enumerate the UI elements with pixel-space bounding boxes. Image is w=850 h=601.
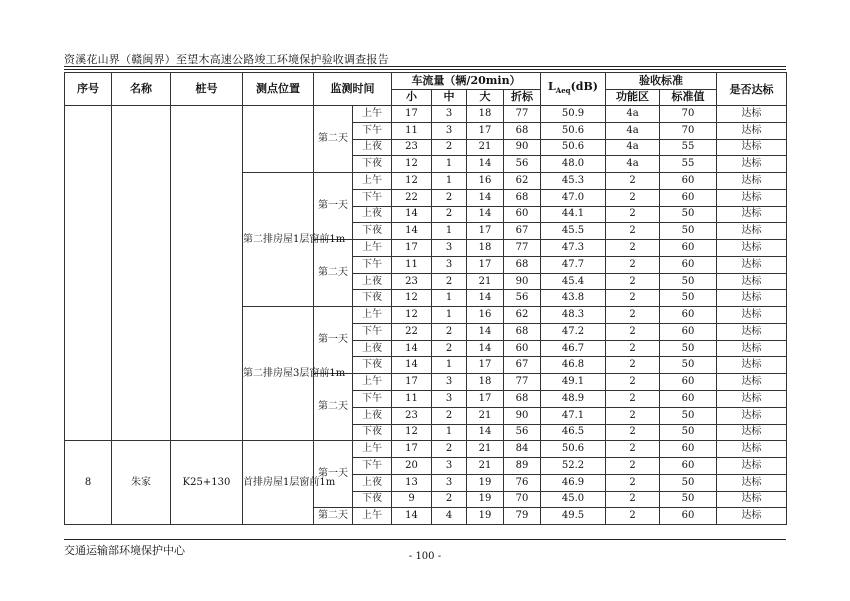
medium-cell: 1 [432,173,467,190]
col-header-stake: 桩号 [171,73,243,106]
col-header-zone: 功能区 [606,89,660,106]
stake-cell [171,106,243,441]
small-cell: 22 [392,323,432,340]
period-cell: 下夜 [353,290,392,307]
laeq-sub: Aeq [555,86,571,96]
converted-cell: 77 [504,374,541,391]
small-cell: 23 [392,273,432,290]
period-cell: 上午 [353,374,392,391]
compliant-cell: 达标 [717,240,787,257]
small-cell: 11 [392,122,432,139]
zone-cell: 2 [606,491,660,508]
compliant-cell: 达标 [717,156,787,173]
period-cell: 上夜 [353,273,392,290]
laeq-cell: 49.1 [541,374,606,391]
laeq-cell: 44.1 [541,206,606,223]
medium-cell: 1 [432,156,467,173]
small-cell: 12 [392,290,432,307]
large-cell: 18 [467,374,504,391]
laeq-cell: 46.7 [541,340,606,357]
footer-organization: 交通运输部环境保护中心 [64,544,185,557]
period-cell: 下夜 [353,357,392,374]
compliant-cell: 达标 [717,256,787,273]
small-cell: 17 [392,441,432,458]
period-cell: 下夜 [353,156,392,173]
location-cell [243,106,314,173]
compliant-cell: 达标 [717,173,787,190]
compliant-cell: 达标 [717,491,787,508]
small-cell: 14 [392,340,432,357]
laeq-cell: 47.2 [541,323,606,340]
converted-cell: 67 [504,357,541,374]
laeq-cell: 52.2 [541,458,606,475]
std-value-cell: 50 [660,273,717,290]
zone-cell: 2 [606,223,660,240]
col-header-seq: 序号 [65,73,112,106]
col-header-standard: 验收标准 [606,73,717,90]
laeq-cell: 50.9 [541,106,606,123]
day-cell: 第二天 [314,374,353,441]
std-value-cell: 50 [660,223,717,240]
medium-cell: 2 [432,323,467,340]
std-value-cell: 70 [660,106,717,123]
period-cell: 上午 [353,508,392,525]
compliant-cell: 达标 [717,106,787,123]
small-cell: 11 [392,256,432,273]
std-value-cell: 55 [660,156,717,173]
zone-cell: 2 [606,424,660,441]
std-value-cell: 55 [660,139,717,156]
zone-cell: 2 [606,407,660,424]
compliant-cell: 达标 [717,139,787,156]
large-cell: 18 [467,106,504,123]
converted-cell: 62 [504,173,541,190]
laeq-unit: (dB) [570,79,598,93]
std-value-cell: 50 [660,206,717,223]
std-value-cell: 50 [660,424,717,441]
std-value-cell: 60 [660,323,717,340]
laeq-cell: 45.0 [541,491,606,508]
laeq-cell: 46.8 [541,357,606,374]
large-cell: 21 [467,407,504,424]
header-rule-thin [64,69,786,70]
zone-cell: 2 [606,508,660,525]
medium-cell: 1 [432,357,467,374]
medium-cell: 2 [432,491,467,508]
page-number: - 100 - [408,551,442,562]
compliant-cell: 达标 [717,441,787,458]
small-cell: 14 [392,206,432,223]
large-cell: 14 [467,156,504,173]
std-value-cell: 60 [660,240,717,257]
laeq-cell: 45.5 [541,223,606,240]
large-cell: 21 [467,139,504,156]
small-cell: 11 [392,391,432,408]
large-cell: 19 [467,508,504,525]
location-cell: 首排房屋1层窗前1m [243,441,314,525]
location-cell: 第二排房屋1层窗前1m [243,173,314,307]
large-cell: 17 [467,223,504,240]
laeq-cell: 50.6 [541,441,606,458]
period-cell: 上午 [353,173,392,190]
converted-cell: 76 [504,474,541,491]
laeq-cell: 50.6 [541,122,606,139]
medium-cell: 3 [432,106,467,123]
std-value-cell: 50 [660,474,717,491]
period-cell: 下午 [353,391,392,408]
small-cell: 12 [392,156,432,173]
compliant-cell: 达标 [717,340,787,357]
location-cell: 第二排房屋3层窗前1m [243,307,314,441]
period-cell: 上夜 [353,340,392,357]
converted-cell: 56 [504,156,541,173]
period-cell: 下午 [353,122,392,139]
compliant-cell: 达标 [717,357,787,374]
medium-cell: 1 [432,290,467,307]
period-cell: 上夜 [353,474,392,491]
std-value-cell: 50 [660,290,717,307]
medium-cell: 2 [432,189,467,206]
medium-cell: 3 [432,458,467,475]
medium-cell: 1 [432,223,467,240]
laeq-cell: 47.1 [541,407,606,424]
converted-cell: 56 [504,424,541,441]
converted-cell: 56 [504,290,541,307]
zone-cell: 2 [606,458,660,475]
period-cell: 下午 [353,323,392,340]
col-header-large: 大 [467,89,504,106]
zone-cell: 2 [606,474,660,491]
std-value-cell: 60 [660,458,717,475]
compliant-cell: 达标 [717,223,787,240]
large-cell: 14 [467,340,504,357]
converted-cell: 68 [504,189,541,206]
large-cell: 17 [467,357,504,374]
std-value-cell: 50 [660,491,717,508]
converted-cell: 68 [504,256,541,273]
medium-cell: 3 [432,374,467,391]
noise-monitoring-table [64,72,787,525]
medium-cell: 2 [432,340,467,357]
laeq-cell: 49.5 [541,508,606,525]
col-header-small: 小 [392,89,432,106]
col-header-std-value: 标准值 [660,89,717,106]
large-cell: 17 [467,256,504,273]
zone-cell: 4a [606,122,660,139]
col-header-name: 名称 [112,73,171,106]
std-value-cell: 50 [660,357,717,374]
std-value-cell: 60 [660,256,717,273]
small-cell: 12 [392,424,432,441]
compliant-cell: 达标 [717,407,787,424]
day-cell: 第二天 [314,508,353,525]
laeq-cell: 43.8 [541,290,606,307]
small-cell: 12 [392,173,432,190]
period-cell: 上午 [353,307,392,324]
zone-cell: 4a [606,139,660,156]
large-cell: 14 [467,189,504,206]
converted-cell: 67 [504,223,541,240]
name-cell: 朱家 [112,441,171,525]
compliant-cell: 达标 [717,391,787,408]
laeq-cell: 45.4 [541,273,606,290]
small-cell: 23 [392,139,432,156]
table-header-row-1 [65,73,787,90]
small-cell: 14 [392,508,432,525]
medium-cell: 3 [432,240,467,257]
zone-cell: 2 [606,290,660,307]
std-value-cell: 50 [660,407,717,424]
medium-cell: 2 [432,407,467,424]
medium-cell: 2 [432,441,467,458]
report-header-title: 资溪花山界（赣闽界）至望木高速公路竣工环境保护验收调查报告 [64,53,389,66]
large-cell: 19 [467,474,504,491]
compliant-cell: 达标 [717,189,787,206]
converted-cell: 77 [504,240,541,257]
col-header-laeq [541,73,606,106]
day-cell: 第一天 [314,173,353,240]
period-cell: 上午 [353,106,392,123]
compliant-cell: 达标 [717,307,787,324]
day-cell: 第二天 [314,240,353,307]
medium-cell: 3 [432,474,467,491]
compliant-cell: 达标 [717,424,787,441]
table-row [65,441,787,458]
large-cell: 19 [467,491,504,508]
std-value-cell: 60 [660,173,717,190]
converted-cell: 79 [504,508,541,525]
converted-cell: 68 [504,391,541,408]
small-cell: 14 [392,223,432,240]
std-value-cell: 70 [660,122,717,139]
medium-cell: 3 [432,391,467,408]
period-cell: 上夜 [353,206,392,223]
small-cell: 17 [392,106,432,123]
col-header-compliant: 是否达标 [717,73,787,106]
std-value-cell: 60 [660,374,717,391]
compliant-cell: 达标 [717,273,787,290]
zone-cell: 4a [606,156,660,173]
compliant-cell: 达标 [717,290,787,307]
zone-cell: 2 [606,189,660,206]
small-cell: 13 [392,474,432,491]
col-header-traffic: 车流量（辆/20min） [392,73,541,90]
medium-cell: 2 [432,206,467,223]
period-cell: 上午 [353,240,392,257]
compliant-cell: 达标 [717,508,787,525]
std-value-cell: 60 [660,189,717,206]
table-body [65,106,787,525]
converted-cell: 62 [504,307,541,324]
period-cell: 下夜 [353,223,392,240]
small-cell: 14 [392,357,432,374]
large-cell: 14 [467,290,504,307]
period-cell: 下午 [353,189,392,206]
small-cell: 12 [392,307,432,324]
medium-cell: 1 [432,424,467,441]
col-header-location: 测点位置 [243,73,314,106]
medium-cell: 2 [432,273,467,290]
converted-cell: 84 [504,441,541,458]
zone-cell: 2 [606,206,660,223]
period-cell: 下午 [353,458,392,475]
converted-cell: 77 [504,106,541,123]
period-cell: 下午 [353,256,392,273]
small-cell: 20 [392,458,432,475]
large-cell: 17 [467,122,504,139]
compliant-cell: 达标 [717,323,787,340]
zone-cell: 2 [606,357,660,374]
period-cell: 上午 [353,441,392,458]
zone-cell: 2 [606,240,660,257]
converted-cell: 60 [504,340,541,357]
large-cell: 16 [467,307,504,324]
converted-cell: 90 [504,273,541,290]
laeq-cell: 50.6 [541,139,606,156]
converted-cell: 68 [504,323,541,340]
std-value-cell: 60 [660,391,717,408]
std-value-cell: 60 [660,441,717,458]
large-cell: 21 [467,441,504,458]
compliant-cell: 达标 [717,374,787,391]
seq-cell: 8 [65,441,112,525]
small-cell: 9 [392,491,432,508]
medium-cell: 1 [432,307,467,324]
large-cell: 14 [467,206,504,223]
period-cell: 下夜 [353,491,392,508]
stake-cell: K25+130 [171,441,243,525]
converted-cell: 70 [504,491,541,508]
day-cell: 第一天 [314,441,353,508]
converted-cell: 90 [504,139,541,156]
laeq-cell: 48.9 [541,391,606,408]
std-value-cell: 60 [660,508,717,525]
day-cell: 第二天 [314,106,353,173]
laeq-cell: 48.3 [541,307,606,324]
medium-cell: 2 [432,139,467,156]
laeq-cell: 45.3 [541,173,606,190]
std-value-cell: 60 [660,307,717,324]
small-cell: 17 [392,374,432,391]
converted-cell: 60 [504,206,541,223]
converted-cell: 89 [504,458,541,475]
day-cell: 第一天 [314,307,353,374]
large-cell: 14 [467,323,504,340]
medium-cell: 3 [432,122,467,139]
small-cell: 22 [392,189,432,206]
small-cell: 23 [392,407,432,424]
header-rule-thick [64,66,786,67]
large-cell: 18 [467,240,504,257]
laeq-cell: 48.0 [541,156,606,173]
large-cell: 21 [467,273,504,290]
laeq-cell: 47.7 [541,256,606,273]
medium-cell: 4 [432,508,467,525]
compliant-cell: 达标 [717,122,787,139]
zone-cell: 2 [606,323,660,340]
medium-cell: 3 [432,256,467,273]
large-cell: 14 [467,424,504,441]
name-cell [112,106,171,441]
zone-cell: 2 [606,340,660,357]
std-value-cell: 50 [660,340,717,357]
compliant-cell: 达标 [717,474,787,491]
zone-cell: 2 [606,256,660,273]
small-cell: 17 [392,240,432,257]
laeq-cell: 47.0 [541,189,606,206]
table-row [65,106,787,123]
col-header-time: 监测时间 [314,73,392,106]
laeq-cell: 46.9 [541,474,606,491]
col-header-medium: 中 [432,89,467,106]
large-cell: 21 [467,458,504,475]
footer-rule [64,539,786,540]
period-cell: 上夜 [353,139,392,156]
period-cell: 下夜 [353,424,392,441]
compliant-cell: 达标 [717,206,787,223]
seq-cell [65,106,112,441]
zone-cell: 2 [606,391,660,408]
zone-cell: 4a [606,106,660,123]
zone-cell: 2 [606,273,660,290]
col-header-converted: 折标 [504,89,541,106]
laeq-cell: 46.5 [541,424,606,441]
zone-cell: 2 [606,307,660,324]
converted-cell: 68 [504,122,541,139]
period-cell: 上夜 [353,407,392,424]
laeq-main: L [548,79,556,93]
large-cell: 17 [467,391,504,408]
large-cell: 16 [467,173,504,190]
zone-cell: 2 [606,374,660,391]
laeq-cell: 47.3 [541,240,606,257]
compliant-cell: 达标 [717,458,787,475]
zone-cell: 2 [606,173,660,190]
zone-cell: 2 [606,441,660,458]
converted-cell: 90 [504,407,541,424]
